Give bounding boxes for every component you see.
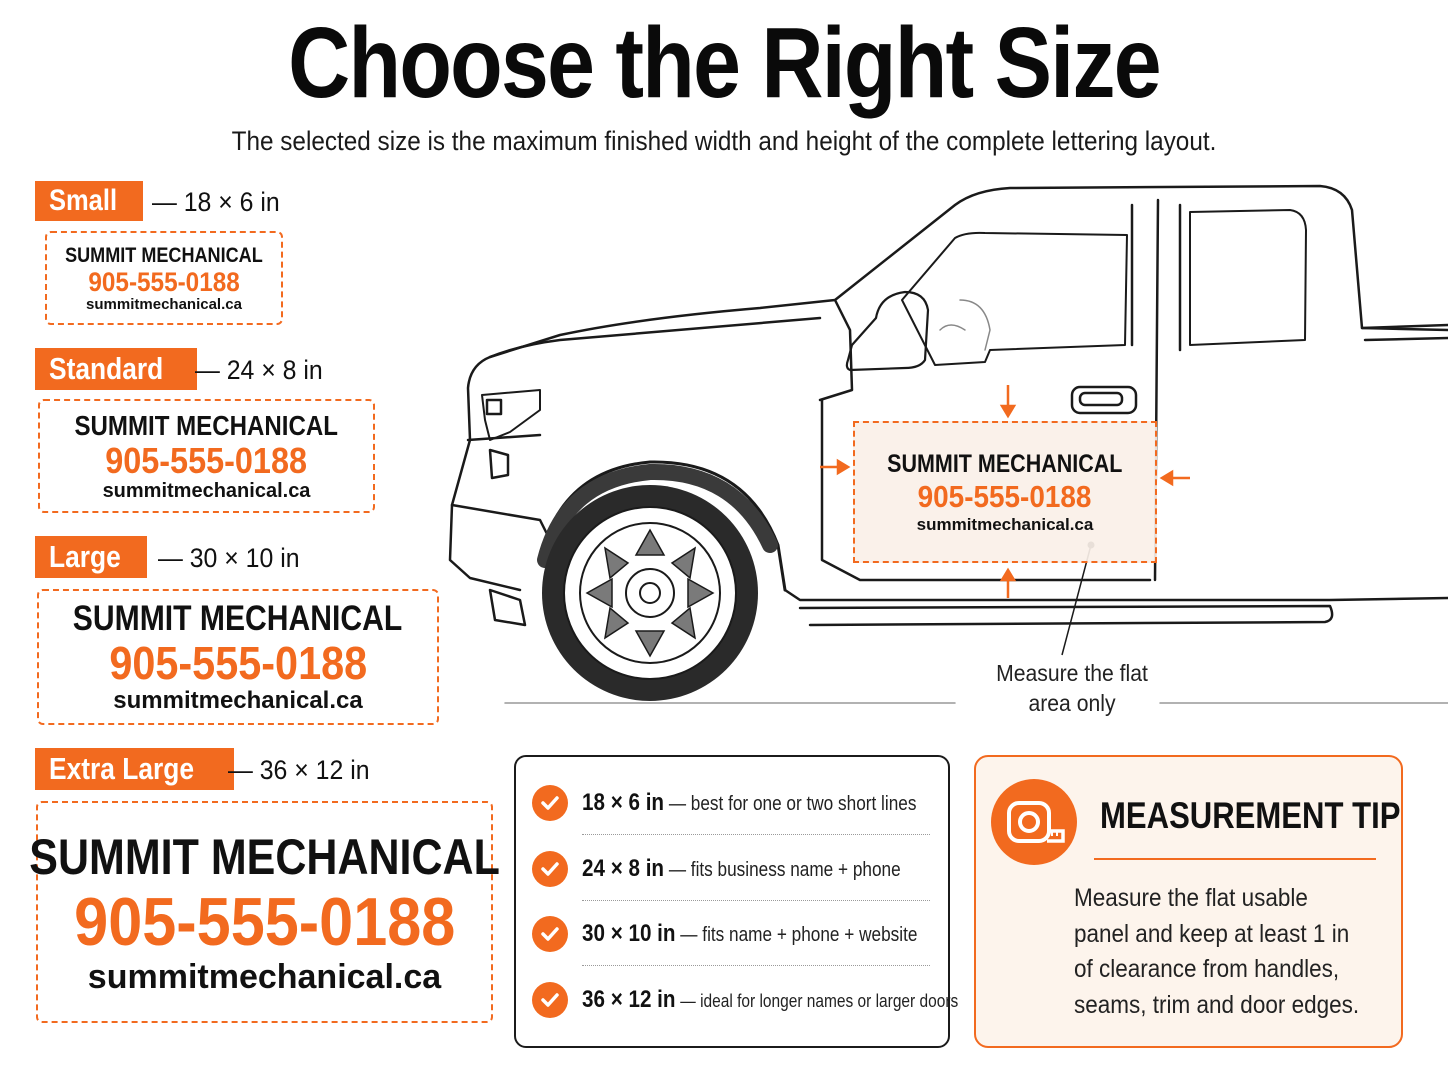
- list-item: [516, 771, 948, 835]
- checklist-size: 24 × 8 in: [582, 855, 665, 882]
- sample-website: summitmechanical.ca: [916, 514, 1094, 534]
- size-tag-small: Small: [35, 181, 143, 221]
- sample-standard: [38, 399, 375, 513]
- sample-large: [37, 589, 439, 725]
- sample-website: summitmechanical.ca: [102, 479, 311, 502]
- sample-phone: 905-555-0188: [73, 883, 456, 960]
- sample-phone: 905-555-0188: [918, 478, 1092, 514]
- page-subtitle: The selected size is the maximum finished width and height of the complete lettering layout.: [231, 126, 1217, 156]
- list-item: [516, 837, 948, 901]
- size-dimension-large: — 30 × 10 in: [158, 543, 300, 573]
- sample-name: SUMMIT MECHANICAL: [73, 599, 403, 638]
- door-lettering-sample: [853, 421, 1157, 563]
- sample-small: [45, 231, 283, 325]
- divider: [1094, 858, 1376, 860]
- checklist-size: 18 × 6 in: [582, 789, 665, 816]
- checklist-size: 36 × 12 in: [582, 986, 676, 1013]
- size-dimension-extra-large: — 36 × 12 in: [228, 755, 370, 785]
- page-title: Choose the Right Size: [288, 7, 1160, 119]
- measurement-tip-card: [974, 755, 1403, 1048]
- sample-name: SUMMIT MECHANICAL: [887, 449, 1123, 478]
- sample-website: summitmechanical.ca: [113, 687, 363, 714]
- measure-note: Measure the flat area only: [996, 660, 1148, 716]
- sample-extra-large: [29, 801, 500, 1023]
- sample-name: SUMMIT MECHANICAL: [65, 243, 263, 267]
- checklist-desc: — ideal for longer names or larger doors: [680, 991, 959, 1011]
- tape-measure-icon: [991, 779, 1077, 865]
- sample-website: summitmechanical.ca: [87, 957, 442, 996]
- size-dimension-small: — 18 × 6 in: [152, 187, 280, 217]
- sample-website: summitmechanical.ca: [86, 295, 242, 313]
- sample-phone: 905-555-0188: [109, 637, 367, 689]
- size-tag-standard: Standard: [35, 348, 197, 390]
- sample-name: SUMMIT MECHANICAL: [74, 409, 339, 441]
- list-item: [516, 902, 948, 966]
- sample-phone: 905-555-0188: [105, 439, 308, 481]
- list-item: [516, 968, 959, 1032]
- tip-body: Measure the flat usable panel and keep at least 1 in of clearance from handles, seams, trim and door edges.: [1074, 884, 1360, 1019]
- checklist-desc: — fits name + phone + website: [680, 924, 918, 946]
- sample-name: SUMMIT MECHANICAL: [29, 828, 500, 885]
- check-icon: [532, 851, 568, 887]
- size-tag-extra-large: Extra Large: [35, 748, 234, 790]
- size-checklist: [514, 755, 959, 1048]
- check-icon: [532, 785, 568, 821]
- size-dimension-standard: — 24 × 8 in: [195, 355, 323, 385]
- divider: [582, 965, 930, 966]
- checklist-desc: — fits business name + phone: [668, 859, 901, 881]
- divider: [582, 900, 930, 901]
- tip-title: MEASUREMENT TIP: [1100, 795, 1401, 836]
- size-tag-large: Large: [35, 536, 147, 578]
- sample-phone: 905-555-0188: [88, 266, 240, 297]
- check-icon: [532, 982, 568, 1018]
- checklist-size: 30 × 10 in: [582, 920, 676, 947]
- divider: [582, 834, 930, 835]
- checklist-desc: — best for one or two short lines: [668, 793, 917, 815]
- check-icon: [532, 916, 568, 952]
